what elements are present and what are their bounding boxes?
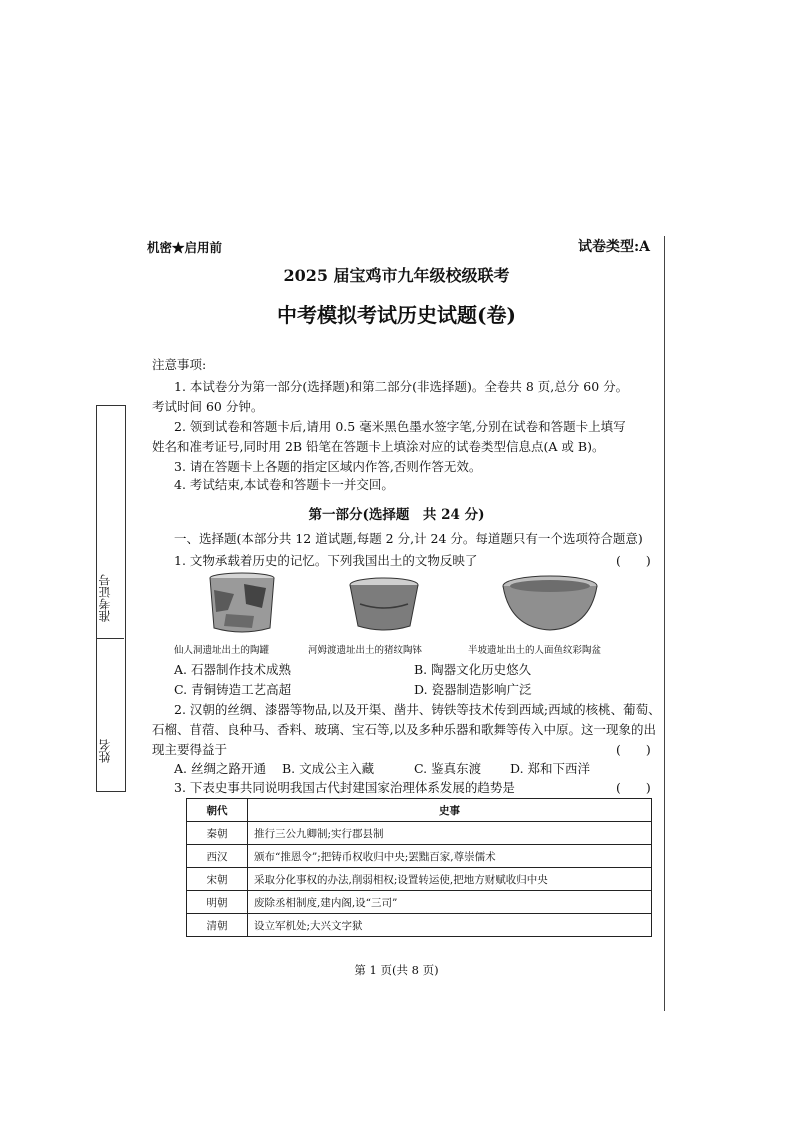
exam-id-label: 准考证号 (98, 574, 112, 622)
page-number: 第 1 页(共 8 页) (354, 963, 439, 977)
q3-answer-paren: ( ) (616, 780, 651, 795)
part1-heading: 第一部分(选择题 共 24 分) (308, 507, 485, 523)
dynasty-cell: 明朝 (187, 891, 248, 914)
candidate-info-divider (96, 638, 124, 639)
q2-option-d: D. 郑和下西洋 (510, 761, 591, 776)
q2-option-c: C. 鉴真东渡 (414, 761, 482, 776)
dynasty-cell: 西汉 (187, 845, 248, 868)
paper-type: 试卷类型:A (578, 239, 651, 255)
history-events-table (186, 798, 652, 937)
dynasty-cell: 清朝 (187, 914, 248, 937)
q1-caption: 半坡遗址出土的人面鱼纹彩陶盆 (468, 645, 602, 656)
q1-option-b: B. 陶器文化历史悠久 (414, 662, 532, 677)
pottery-jar-image (204, 570, 280, 636)
q3-stem: 3. 下表史事共同说明我国古代封建国家治理体系发展的趋势是 (174, 780, 515, 795)
events-cell: 废除丞相制度,建内阁,设“三司” (248, 891, 652, 914)
note-line: 1. 本试卷分为第一部分(选择题)和第二部分(非选择题)。全卷共 8 页,总分 60 分。 (174, 379, 629, 394)
note-line: 4. 考试结束,本试卷和答题卡一并交回。 (174, 477, 394, 492)
q2-stem-line: 现主要得益于 (152, 742, 228, 757)
header-dynasty: 朝代 (187, 799, 248, 822)
table-row (187, 822, 652, 845)
events-cell: 采取分化事权的办法,削弱相权;设置转运使,把地方财赋收归中央 (248, 868, 652, 891)
events-cell: 设立军机处;大兴文字狱 (248, 914, 652, 937)
q2-stem-line: 石榴、苜蓿、良种马、香料、玻璃、宝石等,以及多种乐器和歌舞等传入中原。这一现象的出 (152, 722, 656, 737)
right-margin-line (664, 236, 665, 1011)
confidential-mark: 机密★启用前 (147, 240, 223, 255)
q2-option-b: B. 文成公主入藏 (282, 761, 375, 776)
q1-caption: 河姆渡遗址出土的猪纹陶钵 (308, 645, 423, 656)
q1-option-d: D. 瓷器制造影响广泛 (414, 682, 532, 697)
exam-title: 2025 届宝鸡市九年级校级联考 (283, 266, 510, 285)
name-label: 姓名 (98, 739, 112, 763)
table-row (187, 845, 652, 868)
table-header-row (187, 799, 652, 822)
table-row (187, 868, 652, 891)
q1-option-a: A. 石器制作技术成熟 (174, 662, 291, 677)
section-instructions: 一、选择题(本部分共 12 道试题,每题 2 分,计 24 分。每道题只有一个选项符合题意) (174, 531, 643, 546)
q2-answer-paren: ( ) (616, 742, 651, 757)
table-row (187, 891, 652, 914)
q2-stem-line: 2. 汉朝的丝绸、漆器等物品,以及开渠、凿井、铸铁等技术传到西域;西域的核桃、葡萄、 (174, 702, 661, 717)
dynasty-cell: 秦朝 (187, 822, 248, 845)
paper-title: 中考模拟考试历史试题(卷) (277, 303, 516, 327)
notes-heading: 注意事项: (152, 357, 207, 372)
q1-option-c: C. 青铜铸造工艺高超 (174, 682, 292, 697)
table-row (187, 914, 652, 937)
note-line: 考试时间 60 分钟。 (152, 399, 264, 414)
q1-answer-paren: ( ) (616, 553, 651, 568)
dynasty-cell: 宋朝 (187, 868, 248, 891)
q1-caption: 仙人洞遗址出土的陶罐 (174, 645, 270, 656)
q2-option-a: A. 丝绸之路开通 (174, 761, 266, 776)
note-line: 3. 请在答题卡上各题的指定区域内作答,否则作答无效。 (174, 459, 482, 474)
note-line: 姓名和准考证号,同时用 2B 铅笔在答题卡上填涂对应的试卷类型信息点(A 或 B)。 (152, 439, 605, 454)
note-line: 2. 领到试卷和答题卡后,请用 0.5 毫米黑色墨水签字笔,分别在试卷和答题卡上填写 (174, 419, 626, 434)
q1-stem: 1. 文物承载着历史的记忆。下列我国出土的文物反映了 (174, 553, 478, 568)
pig-pattern-bowl-image (346, 576, 422, 634)
events-cell: 颁布“推恩令”;把铸币权收归中央;罢黜百家,尊崇儒术 (248, 845, 652, 868)
header-events: 史事 (248, 799, 652, 822)
events-cell: 推行三公九卿制;实行郡县制 (248, 822, 652, 845)
human-face-fish-basin-image (500, 574, 600, 634)
